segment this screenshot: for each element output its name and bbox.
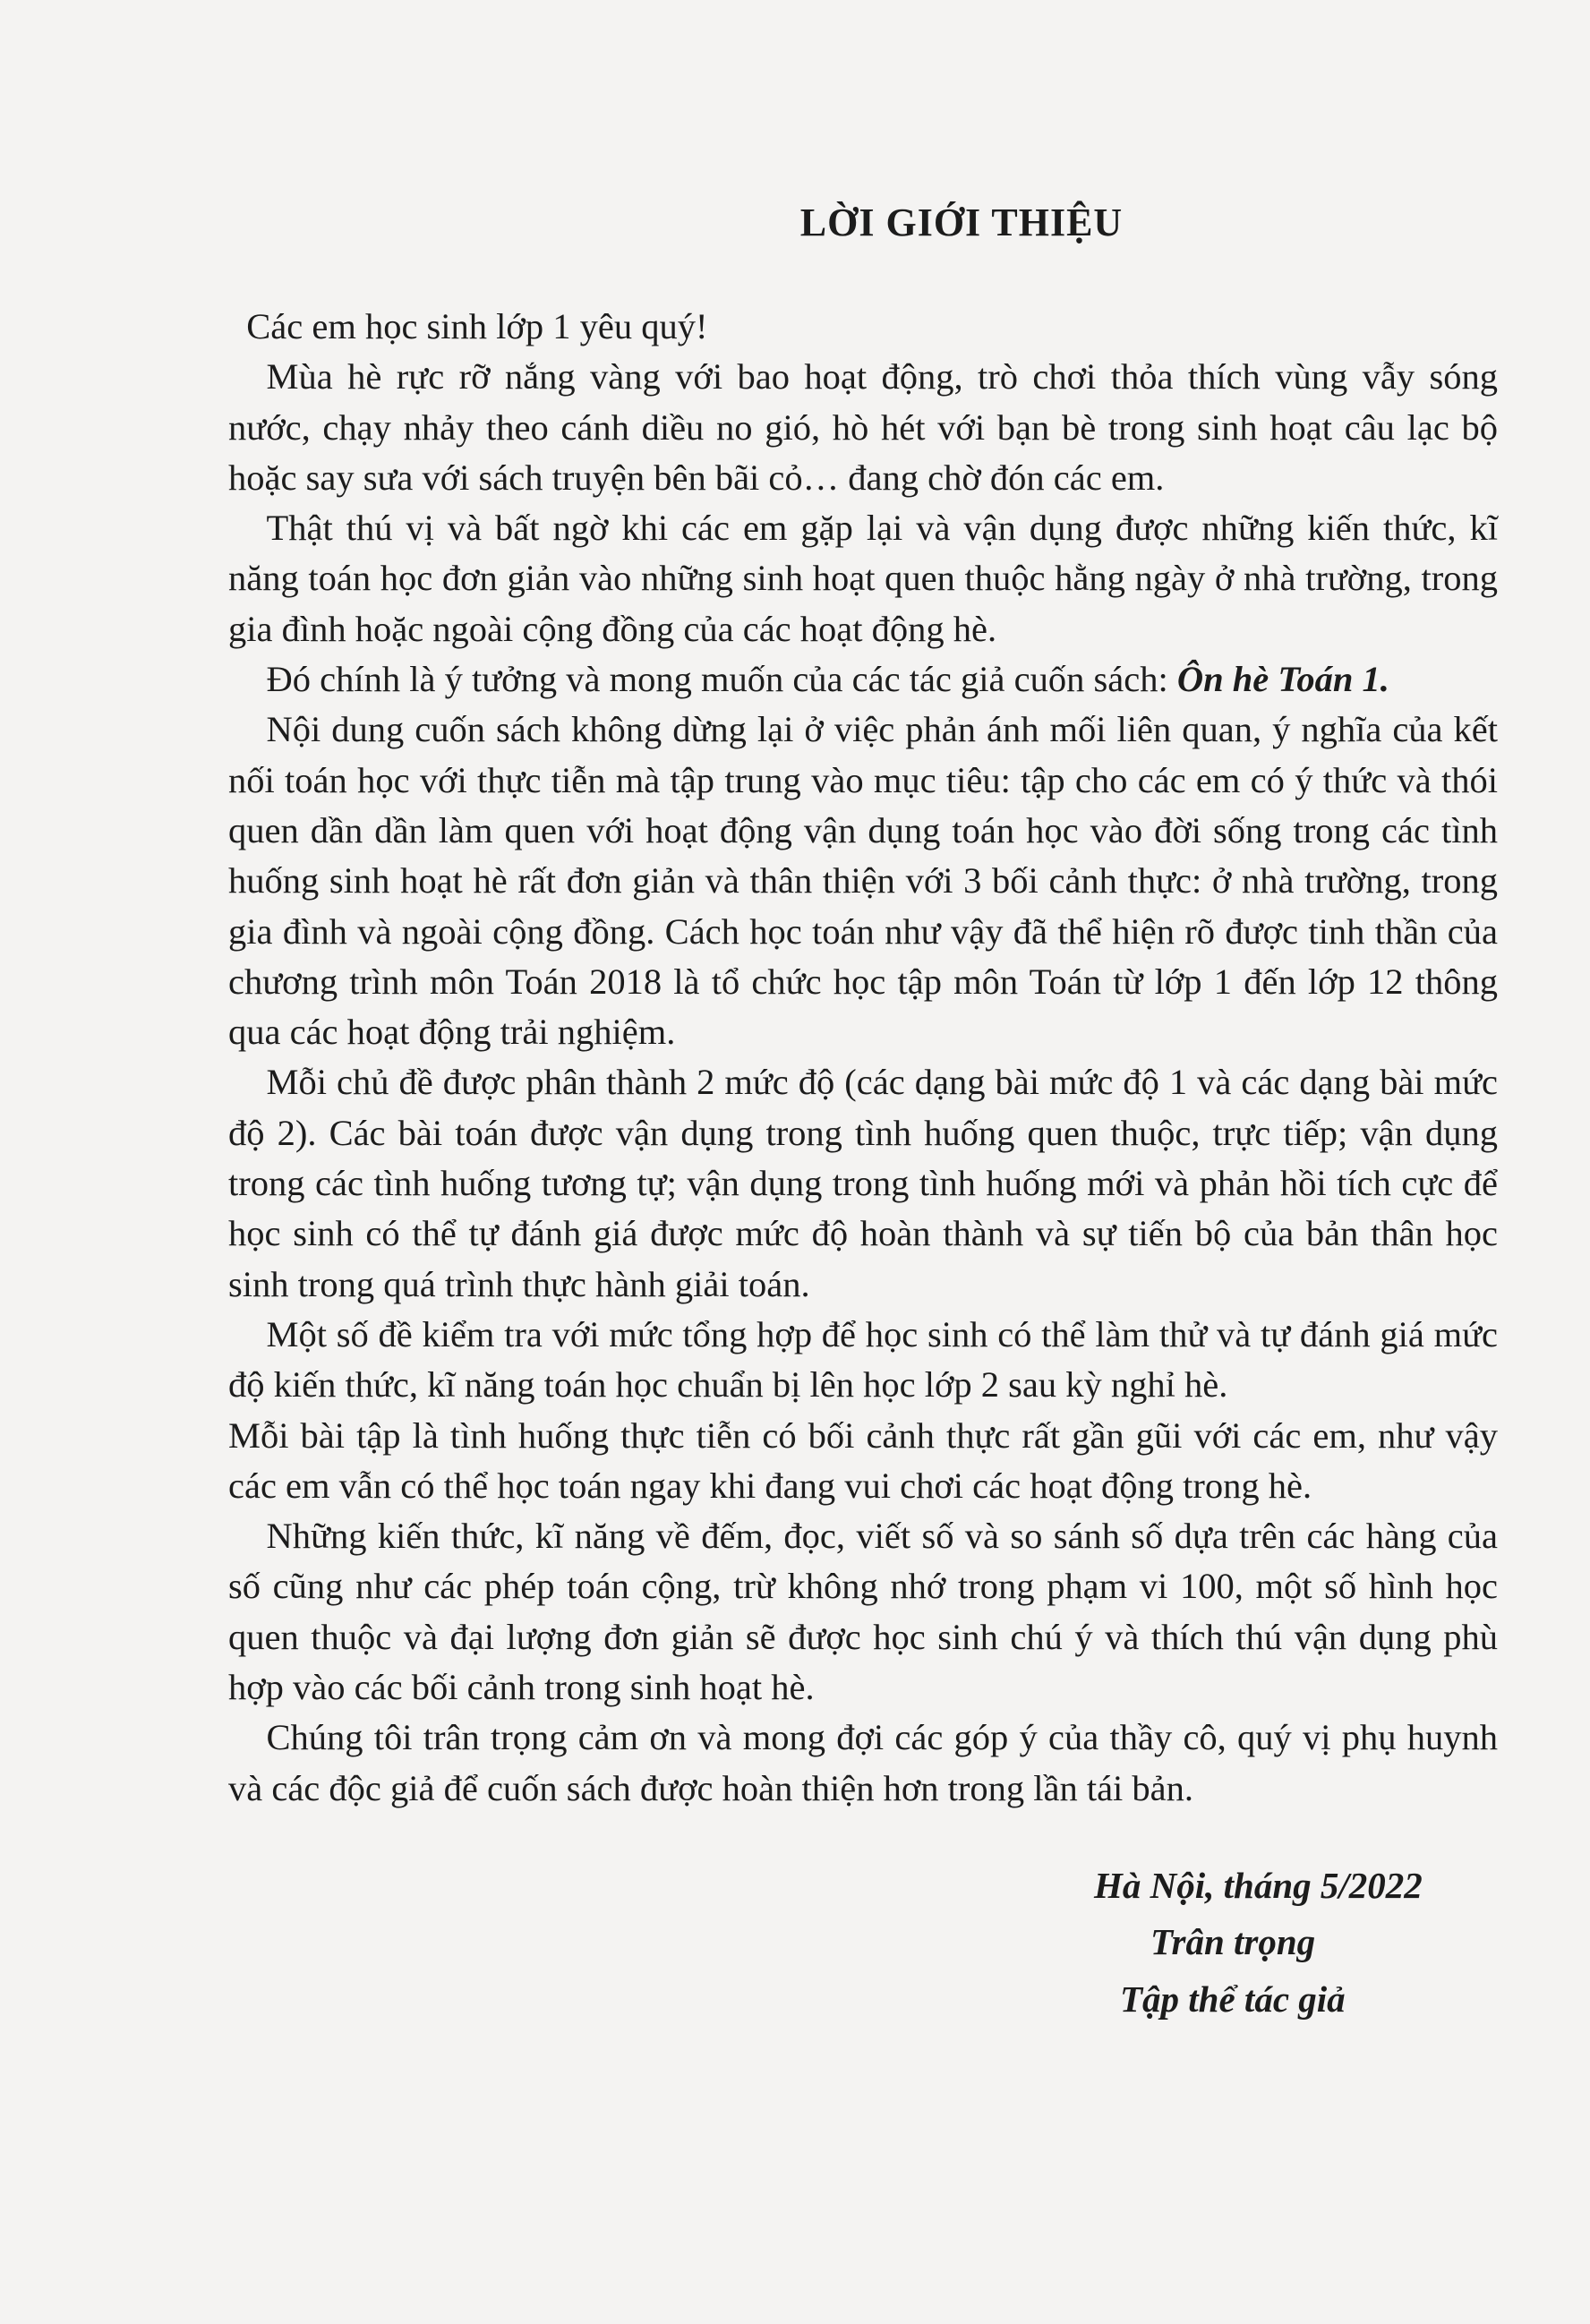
page-title: LỜI GIỚI THIỆU <box>799 201 1124 244</box>
book-title: Ôn hè Toán 1. <box>1176 659 1389 700</box>
paragraph-thanks: Chúng tôi trân trọng cảm ơn và mong đợi các góp ý của thầy cô, quý vị phụ huynh và các độc giả để cuốn sách được hoàn thiện hơn trong lần tái bản. <box>228 1717 1498 1808</box>
idea-sentence: Đó chính là ý tưởng và mong muốn của các tác giả cuốn sách: <box>266 659 1177 700</box>
signature-place-date: Hà Nội, tháng 5/2022 <box>1094 1865 1423 1906</box>
signature-authors: Tập thể tác giả <box>1120 1978 1346 2020</box>
paragraph-surprise: Thật thú vị và bất ngờ khi các em gặp lại và vận dụng được những kiến thức, kĩ năng toán học đơn giản vào những sinh hoạt quen thuộc hằng ngày ở nhà trường, trong gia đình hoặc ngoài cộng đồng của các hoạt động hè. <box>228 508 1498 649</box>
paragraph-skills: Những kiến thức, kĩ năng về đếm, đọc, viết số và so sánh số dựa trên các hàng của số cũng như các phép toán cộng, trừ không nhớ trong phạm vi 100, một số hình học quen thuộc và đại lượng đơn giản sẽ được học sinh chú ý và thích thú vận dụng phù hợp vào các bối cảnh trong sinh hoạt hè. <box>228 1516 1498 1708</box>
paragraph-levels: Mỗi chủ đề được phân thành 2 mức độ (các dạng bài mức độ 1 và các dạng bài mức độ 2). Các bài toán được vận dụng trong tình huống quen thuộc, trực tiếp; vận dụng trong các tình huống tương tự; vận dụng trong tình huống mới và phản hồi tích cực để học sinh có thể tự đánh giá được mức độ hoàn thành và sự tiến bộ của bản thân học sinh trong quá trình thực hành giải toán. <box>228 1062 1498 1304</box>
paragraph-exercises: Mỗi bài tập là tình huống thực tiễn có bối cảnh thực rất gần gũi với các em, như vậy các em vẫn có thể học toán ngay khi đang vui chơi các hoạt động trong hè. <box>228 1414 1498 1506</box>
page-content <box>228 192 1498 1814</box>
paragraph-tests: Một số đề kiểm tra với mức tổng hợp để học sinh có thể làm thử và tự đánh giá mức độ kiến thức, kĩ năng toán học chuẩn bị lên học lớp 2 sau kỳ nghỉ hè. <box>228 1313 1498 1406</box>
paragraph-summer: Mùa hè rực rỡ nắng vàng với bao hoạt động, trò chơi thỏa thích vùng vẫy sóng nước, chạy nhảy theo cánh diều no gió, hò hét với bạn bè trong sinh hoạt câu lạc bộ hoặc say sưa với sách truyện bên bãi cỏ… đang chờ đón các em. <box>228 356 1498 498</box>
greeting: Các em học sinh lớp 1 yêu quý! <box>246 306 708 346</box>
signature-regards: Trân trọng <box>1150 1921 1316 1962</box>
paragraph-idea <box>228 654 1498 705</box>
paragraph-content: Nội dung cuốn sách không dừng lại ở việc phản ánh mối liên quan, ý nghĩa của kết nối toán học với thực tiễn mà tập trung vào mục tiêu: tập cho các em có ý thức và thói quen dần dần làm quen với hoạt động vận dụng toán học vào đời sống trong các tình huống sinh hoạt hè rất đơn giản và thân thiện với 3 bối cảnh thực: ở nhà trường, trong gia đình và ngoài cộng đồng. Cách học toán như vậy đã thể hiện rõ được tinh thần của chương trình môn Toán 2018 là tổ chức học tập môn Toán từ lớp 1 đến lớp 12 thông qua các hoạt động trải nghiệm. <box>228 709 1498 1053</box>
